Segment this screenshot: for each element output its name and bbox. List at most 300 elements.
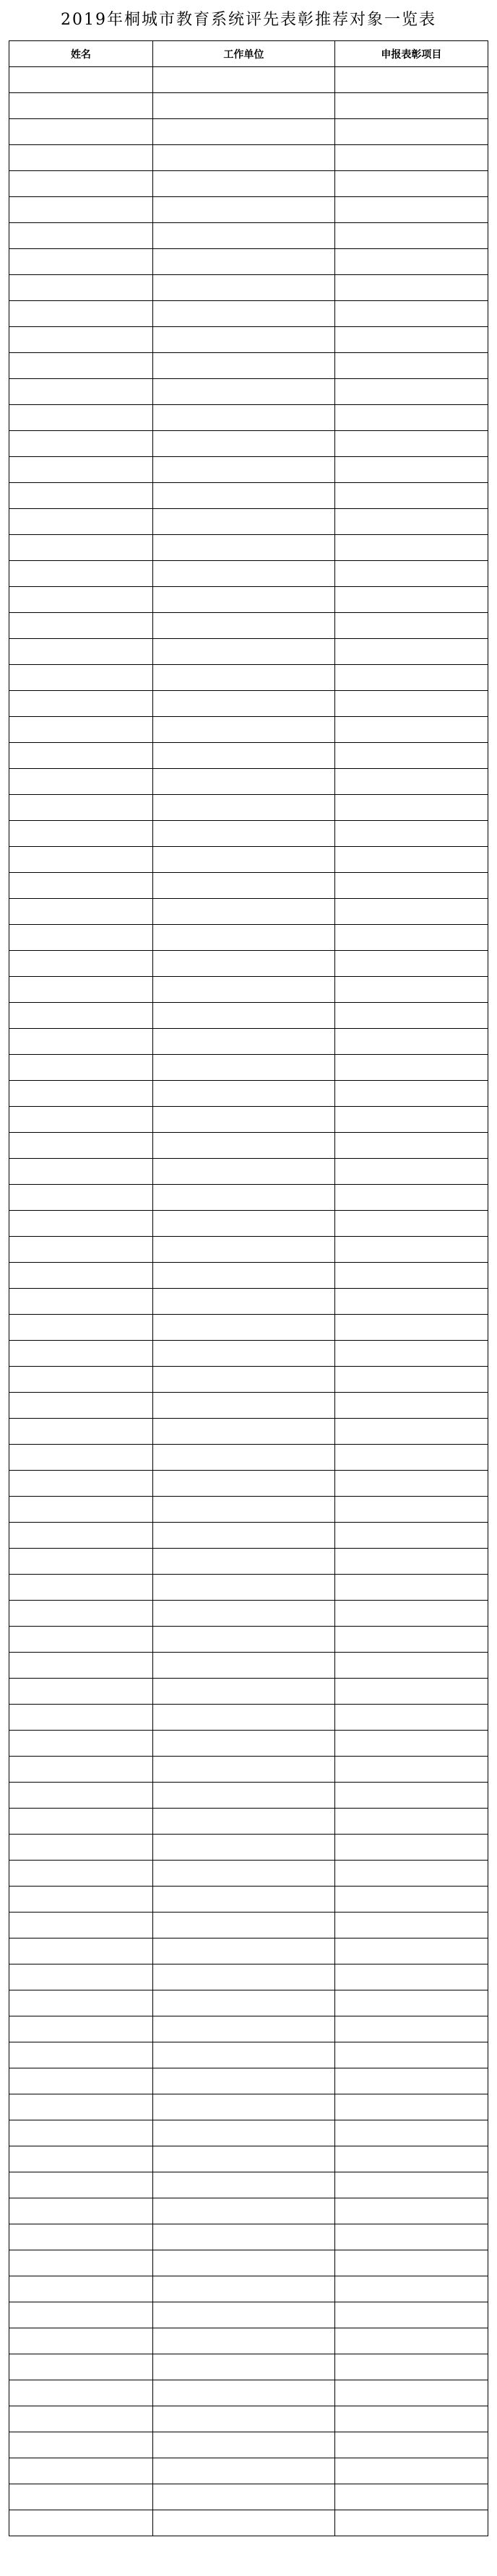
table-row — [9, 1627, 488, 1653]
table-row — [9, 1055, 488, 1081]
table-cell-placeholder — [334, 1938, 488, 1964]
table-cell-placeholder — [9, 2432, 153, 2458]
table-cell-placeholder — [334, 1367, 488, 1393]
table-cell-placeholder — [9, 2172, 153, 2198]
table-cell-placeholder — [334, 977, 488, 1003]
table-cell-placeholder — [152, 1809, 334, 1835]
table-cell-placeholder — [9, 587, 153, 613]
table-row — [9, 1497, 488, 1523]
table-cell-placeholder — [9, 405, 153, 431]
table-row — [9, 2354, 488, 2380]
table-cell-placeholder — [152, 2172, 334, 2198]
table-row — [9, 2094, 488, 2120]
table-row — [9, 1081, 488, 1107]
table-cell-placeholder — [334, 561, 488, 587]
table-cell-placeholder — [334, 405, 488, 431]
table-row — [9, 1263, 488, 1289]
table-cell-placeholder — [9, 2250, 153, 2276]
table-cell-placeholder — [9, 431, 153, 457]
table-cell-placeholder — [334, 1835, 488, 1861]
col-award-header: 申报表彰项目 — [334, 41, 488, 67]
table-cell-placeholder — [152, 1185, 334, 1211]
table-cell-placeholder — [9, 639, 153, 665]
table-row — [9, 1809, 488, 1835]
table-cell-placeholder — [152, 1445, 334, 1471]
table-row — [9, 509, 488, 535]
table-cell-placeholder — [152, 847, 334, 873]
table-cell-placeholder — [334, 1159, 488, 1185]
table-cell-placeholder — [334, 1627, 488, 1653]
table-cell-placeholder — [334, 1471, 488, 1497]
table-cell-placeholder — [152, 327, 334, 353]
table-row — [9, 171, 488, 197]
table-row — [9, 2328, 488, 2354]
table-row — [9, 1653, 488, 1679]
table-cell-placeholder — [9, 1549, 153, 1575]
table-cell-placeholder — [9, 2224, 153, 2250]
table-cell-placeholder — [9, 1211, 153, 1237]
table-cell-placeholder — [334, 1601, 488, 1627]
table-cell-placeholder — [152, 1081, 334, 1107]
table-cell-placeholder — [9, 2354, 153, 2380]
table-cell-placeholder — [334, 2302, 488, 2328]
table-cell-placeholder — [152, 145, 334, 171]
table-cell-placeholder — [9, 1835, 153, 1861]
table-cell-placeholder — [334, 457, 488, 483]
table-row — [9, 431, 488, 457]
table-cell-placeholder — [152, 1705, 334, 1731]
table-row — [9, 1315, 488, 1341]
table-row — [9, 353, 488, 379]
table-cell-placeholder — [9, 2198, 153, 2224]
table-cell-placeholder — [9, 1809, 153, 1835]
table-cell-placeholder — [9, 2146, 153, 2172]
table-cell-placeholder — [9, 1393, 153, 1419]
table-cell-placeholder — [9, 1497, 153, 1523]
table-row — [9, 2250, 488, 2276]
table-cell-placeholder — [9, 1315, 153, 1341]
table-cell-placeholder — [334, 1549, 488, 1575]
table-cell-placeholder — [9, 899, 153, 925]
table-row — [9, 1913, 488, 1938]
table-row — [9, 613, 488, 639]
award-table — [9, 40, 488, 2536]
table-cell-placeholder — [334, 1783, 488, 1809]
table-cell-placeholder — [152, 795, 334, 821]
table-cell-placeholder — [9, 509, 153, 535]
table-cell-placeholder — [152, 1393, 334, 1419]
table-cell-placeholder — [334, 1133, 488, 1159]
table-cell-placeholder — [152, 1341, 334, 1367]
table-cell-placeholder — [334, 639, 488, 665]
header-row — [9, 41, 488, 67]
table-cell-placeholder — [9, 873, 153, 899]
table-cell-placeholder — [334, 1757, 488, 1783]
table-cell-placeholder — [334, 1809, 488, 1835]
table-cell-placeholder — [9, 1731, 153, 1757]
table-cell-placeholder — [334, 249, 488, 275]
table-cell-placeholder — [152, 873, 334, 899]
table-cell-placeholder — [334, 665, 488, 691]
table-cell-placeholder — [9, 925, 153, 951]
table-cell-placeholder — [334, 2380, 488, 2406]
table-row — [9, 2146, 488, 2172]
table-row — [9, 1964, 488, 1990]
table-row — [9, 535, 488, 561]
table-cell-placeholder — [152, 2146, 334, 2172]
table-cell-placeholder — [9, 717, 153, 743]
table-row — [9, 1887, 488, 1913]
table-cell-placeholder — [9, 353, 153, 379]
table-cell-placeholder — [9, 665, 153, 691]
table-cell-placeholder — [152, 1913, 334, 1938]
table-cell-placeholder — [152, 1107, 334, 1133]
table-cell-placeholder — [334, 2016, 488, 2042]
table-cell-placeholder — [334, 1029, 488, 1055]
table-cell-placeholder — [152, 1029, 334, 1055]
table-row — [9, 197, 488, 223]
table-cell-placeholder — [334, 2484, 488, 2510]
table-cell-placeholder — [9, 1990, 153, 2016]
table-cell-placeholder — [9, 119, 153, 145]
table-cell-placeholder — [334, 1887, 488, 1913]
table-cell-placeholder — [152, 457, 334, 483]
table-cell-placeholder — [334, 847, 488, 873]
table-row — [9, 665, 488, 691]
table-cell-placeholder — [152, 119, 334, 145]
table-cell-placeholder — [334, 1679, 488, 1705]
table-cell-placeholder — [152, 1549, 334, 1575]
table-row — [9, 1990, 488, 2016]
table-row — [9, 977, 488, 1003]
table-cell-placeholder — [334, 2276, 488, 2302]
table-cell-placeholder — [152, 301, 334, 327]
table-cell-placeholder — [334, 2406, 488, 2432]
table-row — [9, 743, 488, 769]
table-row — [9, 795, 488, 821]
table-cell-placeholder — [9, 1055, 153, 1081]
table-cell-placeholder — [9, 1133, 153, 1159]
table-cell-placeholder — [334, 2510, 488, 2536]
table-row — [9, 1757, 488, 1783]
table-cell-placeholder — [9, 2458, 153, 2484]
table-cell-placeholder — [152, 1887, 334, 1913]
table-cell-placeholder — [152, 1211, 334, 1237]
table-row — [9, 405, 488, 431]
table-cell-placeholder — [152, 925, 334, 951]
table-row — [9, 379, 488, 405]
table-cell-placeholder — [9, 1627, 153, 1653]
table-cell-placeholder — [152, 93, 334, 119]
table-row — [9, 2016, 488, 2042]
table-cell-placeholder — [152, 1964, 334, 1990]
table-cell-placeholder — [9, 483, 153, 509]
table-cell-placeholder — [152, 1653, 334, 1679]
table-cell-placeholder — [9, 2406, 153, 2432]
table-cell-placeholder — [152, 1003, 334, 1029]
table-row — [9, 691, 488, 717]
table-cell-placeholder — [334, 2146, 488, 2172]
table-cell-placeholder — [152, 171, 334, 197]
col-name-header: 姓名 — [9, 41, 153, 67]
table-row — [9, 2432, 488, 2458]
table-row — [9, 2276, 488, 2302]
table-cell-placeholder — [334, 1964, 488, 1990]
table-cell-placeholder — [9, 1964, 153, 1990]
table-cell-placeholder — [9, 1471, 153, 1497]
table-cell-placeholder — [152, 1627, 334, 1653]
table-cell-placeholder — [152, 2458, 334, 2484]
table-cell-placeholder — [9, 1367, 153, 1393]
table-row — [9, 275, 488, 301]
table-cell-placeholder — [152, 405, 334, 431]
table-cell-placeholder — [152, 1601, 334, 1627]
table-cell-placeholder — [9, 1679, 153, 1705]
table-cell-placeholder — [152, 353, 334, 379]
table-cell-placeholder — [152, 1757, 334, 1783]
table-cell-placeholder — [152, 1861, 334, 1887]
table-cell-placeholder — [9, 1575, 153, 1601]
table-row — [9, 925, 488, 951]
table-cell-placeholder — [152, 639, 334, 665]
table-cell-placeholder — [334, 821, 488, 847]
table-cell-placeholder — [152, 2250, 334, 2276]
table-cell-placeholder — [9, 1419, 153, 1445]
table-cell-placeholder — [9, 197, 153, 223]
table-cell-placeholder — [152, 1783, 334, 1809]
table-cell-placeholder — [334, 613, 488, 639]
table-cell-placeholder — [334, 795, 488, 821]
table-cell-placeholder — [9, 2094, 153, 2120]
table-cell-placeholder — [334, 145, 488, 171]
table-row — [9, 2068, 488, 2094]
table-cell-placeholder — [9, 2120, 153, 2146]
table-cell-placeholder — [152, 1133, 334, 1159]
table-cell-placeholder — [152, 717, 334, 743]
table-row — [9, 1731, 488, 1757]
table-row — [9, 2510, 488, 2536]
table-cell-placeholder — [334, 2120, 488, 2146]
table-cell-placeholder — [334, 1289, 488, 1315]
table-cell-placeholder — [334, 2432, 488, 2458]
table-cell-placeholder — [152, 1523, 334, 1549]
table-cell-placeholder — [152, 197, 334, 223]
table-row — [9, 67, 488, 93]
table-cell-placeholder — [9, 1757, 153, 1783]
table-cell-placeholder — [334, 2328, 488, 2354]
table-cell-placeholder — [334, 197, 488, 223]
table-cell-placeholder — [9, 1887, 153, 1913]
table-row — [9, 2120, 488, 2146]
table-cell-placeholder — [334, 951, 488, 977]
table-row — [9, 1705, 488, 1731]
table-cell-placeholder — [9, 1783, 153, 1809]
table-cell-placeholder — [9, 171, 153, 197]
table-cell-placeholder — [334, 1705, 488, 1731]
table-cell-placeholder — [152, 2120, 334, 2146]
table-cell-placeholder — [152, 275, 334, 301]
table-cell-placeholder — [9, 769, 153, 795]
table-cell-placeholder — [9, 2302, 153, 2328]
table-cell-placeholder — [334, 535, 488, 561]
table-cell-placeholder — [9, 1237, 153, 1263]
table-row — [9, 2224, 488, 2250]
table-cell-placeholder — [9, 2328, 153, 2354]
table-cell-placeholder — [152, 2016, 334, 2042]
table-row — [9, 1133, 488, 1159]
table-row — [9, 1835, 488, 1861]
table-row — [9, 119, 488, 145]
table-cell-placeholder — [9, 1913, 153, 1938]
table-cell-placeholder — [152, 1055, 334, 1081]
table-cell-placeholder — [9, 249, 153, 275]
table-cell-placeholder — [334, 1575, 488, 1601]
table-cell-placeholder — [9, 535, 153, 561]
table-row — [9, 2302, 488, 2328]
table-cell-placeholder — [334, 717, 488, 743]
table-cell-placeholder — [9, 2510, 153, 2536]
table-cell-placeholder — [334, 223, 488, 249]
table-row — [9, 873, 488, 899]
table-cell-placeholder — [334, 743, 488, 769]
table-cell-placeholder — [152, 1835, 334, 1861]
table-cell-placeholder — [152, 1159, 334, 1185]
table-row — [9, 1185, 488, 1211]
table-row — [9, 1107, 488, 1133]
table-cell-placeholder — [9, 1289, 153, 1315]
table-cell-placeholder — [152, 2354, 334, 2380]
table-cell-placeholder — [334, 1055, 488, 1081]
table-row — [9, 249, 488, 275]
table-cell-placeholder — [152, 2042, 334, 2068]
table-row — [9, 1419, 488, 1445]
table-cell-placeholder — [9, 1523, 153, 1549]
table-cell-placeholder — [9, 2484, 153, 2510]
table-cell-placeholder — [152, 2406, 334, 2432]
table-cell-placeholder — [334, 509, 488, 535]
table-cell-placeholder — [152, 1315, 334, 1341]
table-cell-placeholder — [152, 2302, 334, 2328]
table-cell-placeholder — [152, 2432, 334, 2458]
table-cell-placeholder — [152, 1938, 334, 1964]
table-cell-placeholder — [9, 1601, 153, 1627]
table-cell-placeholder — [152, 67, 334, 93]
table-cell-placeholder — [334, 1211, 488, 1237]
table-cell-placeholder — [152, 899, 334, 925]
table-cell-placeholder — [152, 223, 334, 249]
table-row — [9, 717, 488, 743]
table-cell-placeholder — [9, 1653, 153, 1679]
table-cell-placeholder — [152, 691, 334, 717]
table-row — [9, 2484, 488, 2510]
table-cell-placeholder — [9, 1003, 153, 1029]
table-row — [9, 223, 488, 249]
table-row — [9, 1575, 488, 1601]
table-cell-placeholder — [334, 1419, 488, 1445]
table-cell-placeholder — [152, 561, 334, 587]
table-cell-placeholder — [152, 379, 334, 405]
table-row — [9, 2458, 488, 2484]
table-cell-placeholder — [9, 743, 153, 769]
table-cell-placeholder — [334, 2198, 488, 2224]
table-row — [9, 847, 488, 873]
table-cell-placeholder — [334, 1107, 488, 1133]
table-row — [9, 1601, 488, 1627]
table-row — [9, 93, 488, 119]
table-cell-placeholder — [334, 1913, 488, 1938]
table-row — [9, 899, 488, 925]
table-cell-placeholder — [334, 1081, 488, 1107]
table-cell-placeholder — [334, 2458, 488, 2484]
table-row — [9, 1861, 488, 1887]
table-cell-placeholder — [334, 587, 488, 613]
table-row — [9, 483, 488, 509]
table-cell-placeholder — [9, 561, 153, 587]
table-cell-placeholder — [152, 1679, 334, 1705]
table-cell-placeholder — [152, 2224, 334, 2250]
table-cell-placeholder — [9, 2042, 153, 2068]
table-cell-placeholder — [334, 1653, 488, 1679]
table-cell-placeholder — [334, 1523, 488, 1549]
table-cell-placeholder — [334, 2172, 488, 2198]
table-cell-placeholder — [152, 977, 334, 1003]
table-cell-placeholder — [152, 2328, 334, 2354]
table-cell-placeholder — [334, 2250, 488, 2276]
table-row — [9, 327, 488, 353]
table-cell-placeholder — [152, 2510, 334, 2536]
table-row — [9, 1523, 488, 1549]
table-row — [9, 1003, 488, 1029]
table-cell-placeholder — [334, 2094, 488, 2120]
table-cell-placeholder — [152, 483, 334, 509]
table-row — [9, 2406, 488, 2432]
table-cell-placeholder — [152, 821, 334, 847]
table-cell-placeholder — [9, 1107, 153, 1133]
table-row — [9, 2380, 488, 2406]
table-row — [9, 1938, 488, 1964]
table-row — [9, 301, 488, 327]
table-cell-placeholder — [334, 925, 488, 951]
table-cell-placeholder — [334, 769, 488, 795]
table-row — [9, 1367, 488, 1393]
table-row — [9, 639, 488, 665]
table-cell-placeholder — [334, 1497, 488, 1523]
table-cell-placeholder — [334, 1393, 488, 1419]
table-cell-placeholder — [334, 1185, 488, 1211]
table-cell-placeholder — [152, 2094, 334, 2120]
table-row — [9, 457, 488, 483]
table-cell-placeholder — [152, 2380, 334, 2406]
table-row — [9, 587, 488, 613]
table-cell-placeholder — [152, 665, 334, 691]
table-cell-placeholder — [152, 1289, 334, 1315]
table-cell-placeholder — [152, 1990, 334, 2016]
table-cell-placeholder — [9, 2016, 153, 2042]
table-row — [9, 561, 488, 587]
table-cell-placeholder — [9, 1081, 153, 1107]
table-cell-placeholder — [334, 2224, 488, 2250]
table-cell-placeholder — [334, 1003, 488, 1029]
table-cell-placeholder — [334, 327, 488, 353]
table-cell-placeholder — [334, 2068, 488, 2094]
table-cell-placeholder — [152, 743, 334, 769]
table-cell-placeholder — [334, 301, 488, 327]
table-cell-placeholder — [9, 1341, 153, 1367]
table-cell-placeholder — [334, 379, 488, 405]
table-cell-placeholder — [334, 275, 488, 301]
table-row — [9, 1237, 488, 1263]
table-row — [9, 1549, 488, 1575]
